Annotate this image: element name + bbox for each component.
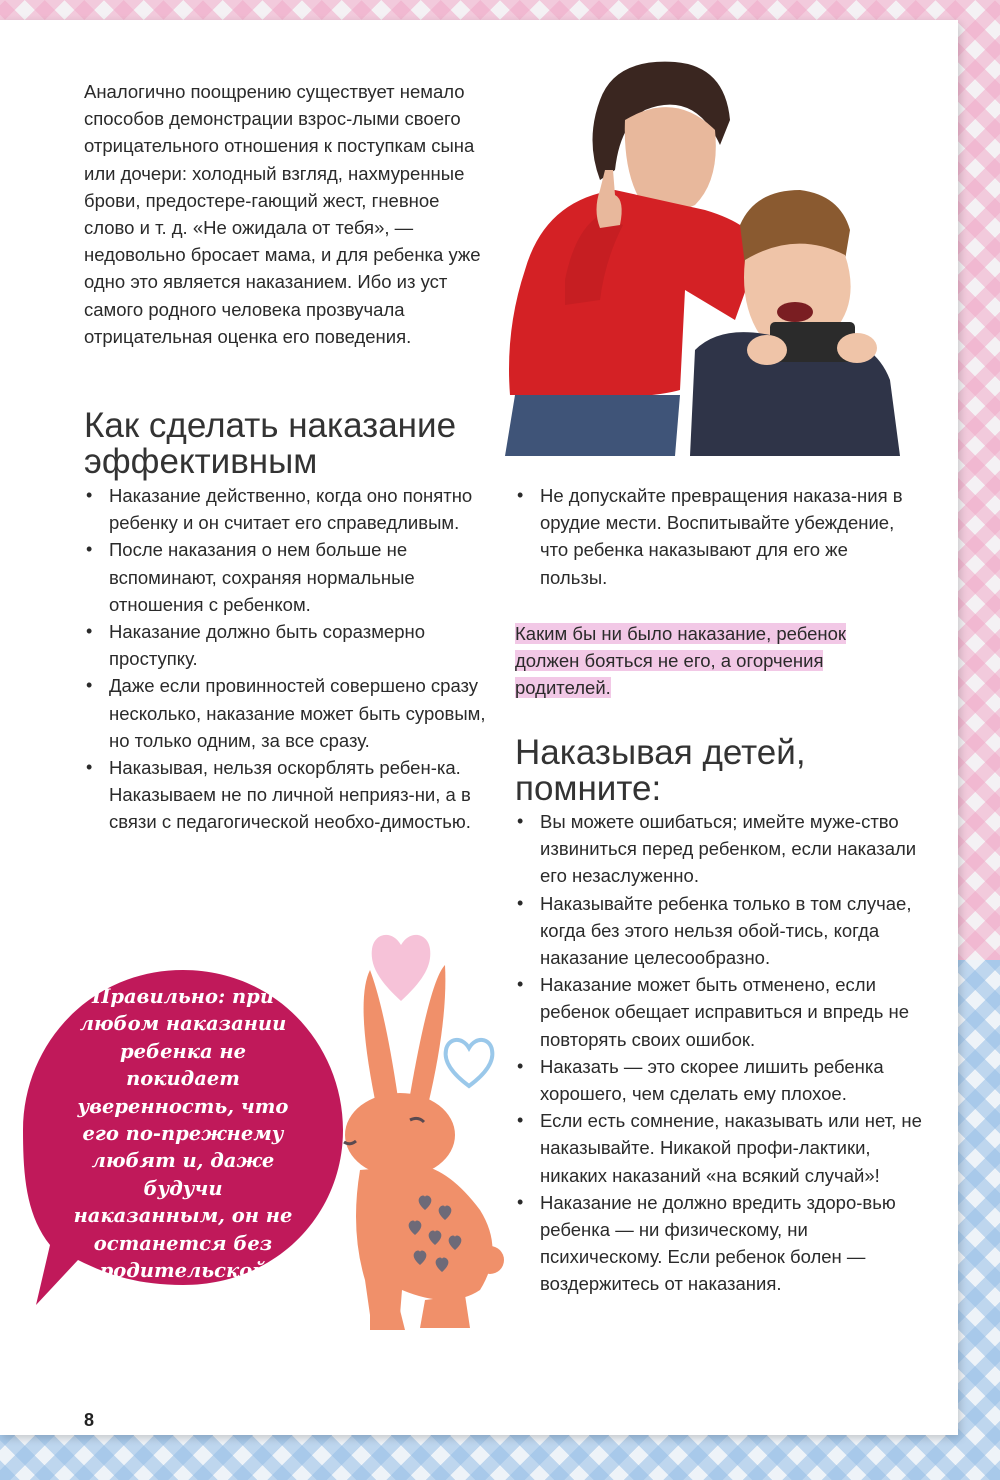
speech-bubble — [18, 965, 348, 1310]
list-item: • Наказание должно быть соразмерно проступку. — [84, 618, 494, 672]
section-title-effective-punishment: Как сделать наказание эффективным — [84, 406, 457, 481]
list-item: • Вы можете ошибаться; имейте муже-ство извиниться перед ребенком, если наказали его незаслуженно. — [515, 808, 925, 890]
bubble-text: Правильно: при любом наказании ребенка не покидает уверенность, что его по-прежнему любят и, даже будучи наказанным, он не останется без родительской любви. — [73, 985, 293, 1310]
section-title-remember: Наказывая детей, помните: — [515, 733, 806, 808]
highlighted-quote — [515, 620, 905, 702]
intro-paragraph: Аналогично поощрению существует немало способов демонстрации взрос-лыми своего отрицательного отношения к поступкам сына или дочери: холодный взгляд, нахмуренные брови, предостере-гающий жест, гневное слово и т. д. «Не ожидала от тебя», — недовольно бросает мама, и для ребенка уже одно это является наказанием. Ибо из уст самого родного человека прозвучала отрицательная оценка его поведения. — [84, 81, 481, 347]
list-item: • Наказать — это скорее лишить ребенка хорошего, чем сделать ему плохое. — [515, 1053, 925, 1107]
list-item: • После наказания о нем больше не вспоминают, сохраняя нормальные отношения с ребенком. — [84, 536, 494, 618]
remember-list — [515, 808, 925, 1298]
bunny-illustration — [330, 920, 510, 1350]
list-item: • Не допускайте превращения наказа-ния в орудие мести. Воспитывайте убеждение, что ребенка наказывают для его же пользы. — [515, 482, 915, 591]
effective-punishment-list-continued — [515, 482, 915, 591]
list-item: • Наказывайте ребенка только в том случае, когда без этого нельзя обой-тись, когда наказание целесообразно. — [515, 890, 925, 972]
effective-punishment-list — [84, 482, 494, 836]
list-item: • Если есть сомнение, наказывать или нет, не наказывайте. Никакой профи-лактики, никаких наказаний «на всякий случай»! — [515, 1107, 925, 1189]
highlight-text: Каким бы ни было наказание, ребенок должен бояться не его, а огорчения родителей. — [515, 623, 847, 699]
photo-mother-scolding-boy — [505, 50, 905, 456]
list-item: • Наказание не должно вредить здоро-вью ребенка — ни физическому, ни психическому. Если ребенок болен — воздержитесь от наказания. — [515, 1189, 925, 1298]
list-item: • Даже если провинностей совершено сразу несколько, наказание может быть суровым, но только одним, за все сразу. — [84, 672, 494, 754]
page-number: 8 — [84, 1410, 95, 1430]
list-item: • Наказание действенно, когда оно понятно ребенку и он считает его справедливым. — [84, 482, 494, 536]
list-item: • Наказание может быть отменено, если ребенок обещает исправиться и впредь не повторять своих ошибок. — [515, 971, 925, 1053]
list-item: • Наказывая, нельзя оскорблять ребен-ка. Наказываем не по личной неприяз-ни, а в связи с педагогической необхо-димостью. — [84, 754, 494, 836]
